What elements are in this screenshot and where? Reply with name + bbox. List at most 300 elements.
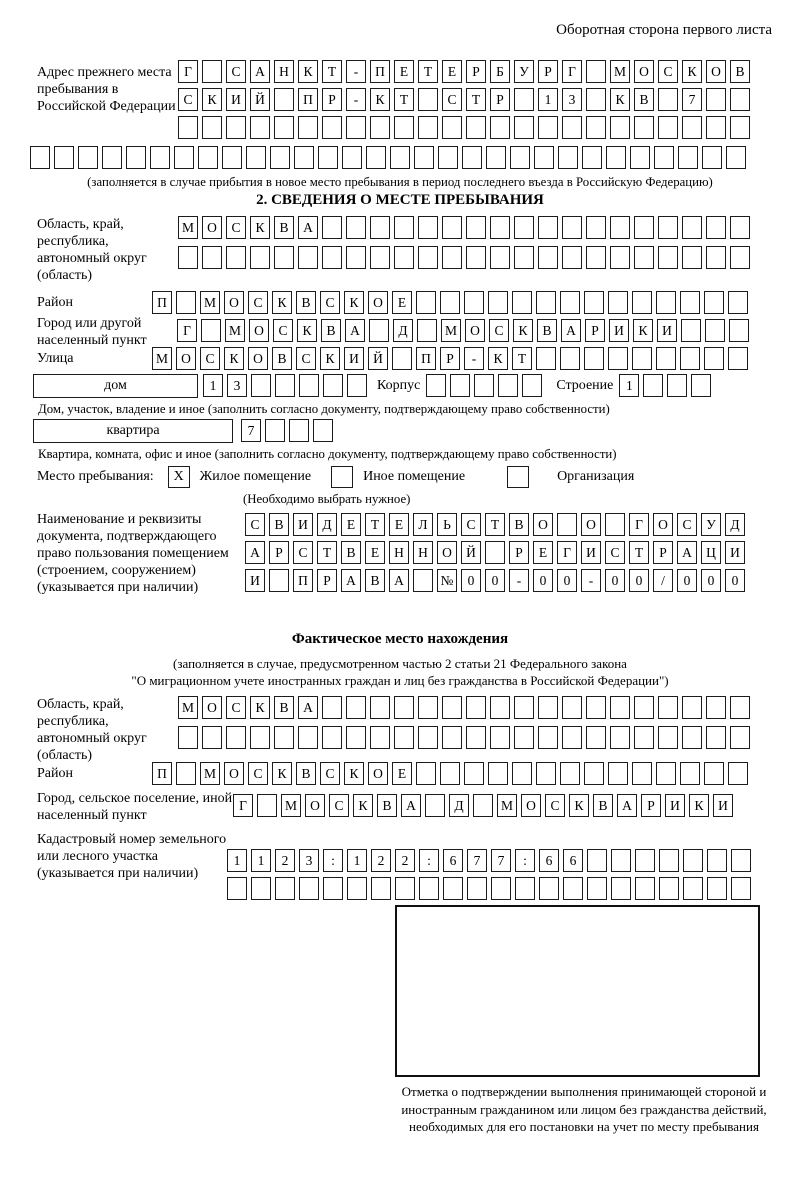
char-cell[interactable]: М — [610, 60, 630, 83]
char-cell[interactable]: 1 — [347, 849, 367, 872]
char-cell[interactable] — [419, 877, 439, 900]
char-cell[interactable] — [538, 726, 558, 749]
char-cell[interactable] — [705, 319, 725, 342]
char-cell[interactable] — [369, 319, 389, 342]
char-cell[interactable]: Р — [490, 88, 510, 111]
char-cell[interactable]: К — [224, 347, 244, 370]
char-cell[interactable] — [222, 146, 242, 169]
char-cell[interactable] — [346, 246, 366, 269]
char-cell[interactable] — [371, 877, 391, 900]
char-cell[interactable]: Н — [389, 541, 409, 564]
char-cell[interactable]: К — [344, 762, 364, 785]
char-cell[interactable] — [706, 116, 726, 139]
char-cell[interactable] — [176, 762, 196, 785]
char-cell[interactable]: С — [489, 319, 509, 342]
char-cell[interactable] — [442, 116, 462, 139]
char-cell[interactable] — [488, 762, 508, 785]
char-cell[interactable] — [514, 216, 534, 239]
char-cell[interactable] — [730, 116, 750, 139]
char-cell[interactable] — [298, 116, 318, 139]
char-cell[interactable] — [587, 877, 607, 900]
char-cell[interactable] — [562, 116, 582, 139]
char-cell[interactable]: П — [298, 88, 318, 111]
char-cell[interactable]: Г — [557, 541, 577, 564]
char-cell[interactable]: 6 — [563, 849, 583, 872]
char-cell[interactable]: С — [248, 291, 268, 314]
char-cell[interactable] — [486, 146, 506, 169]
char-cell[interactable] — [202, 246, 222, 269]
stay-checkbox-other-premises[interactable] — [331, 466, 353, 488]
char-cell[interactable]: С — [320, 762, 340, 785]
char-cell[interactable]: 7 — [241, 419, 261, 442]
char-cell[interactable]: В — [730, 60, 750, 83]
char-cell[interactable]: А — [561, 319, 581, 342]
char-cell[interactable]: И — [665, 794, 685, 817]
char-cell[interactable]: : — [419, 849, 439, 872]
char-cell[interactable]: А — [298, 216, 318, 239]
char-cell[interactable]: Е — [442, 60, 462, 83]
char-cell[interactable] — [318, 146, 338, 169]
char-cell[interactable] — [467, 877, 487, 900]
char-cell[interactable] — [370, 116, 390, 139]
char-cell[interactable] — [323, 374, 343, 397]
char-cell[interactable]: 0 — [677, 569, 697, 592]
char-cell[interactable]: Р — [269, 541, 289, 564]
char-cell[interactable]: К — [344, 291, 364, 314]
char-cell[interactable]: Й — [250, 88, 270, 111]
char-cell[interactable]: М — [497, 794, 517, 817]
char-cell[interactable] — [440, 291, 460, 314]
char-cell[interactable]: 1 — [203, 374, 223, 397]
char-cell[interactable]: С — [226, 216, 246, 239]
char-cell[interactable]: Н — [413, 541, 433, 564]
char-cell[interactable] — [706, 246, 726, 269]
char-cell[interactable]: 2 — [275, 849, 295, 872]
char-cell[interactable]: С — [200, 347, 220, 370]
char-cell[interactable] — [656, 347, 676, 370]
char-cell[interactable] — [562, 216, 582, 239]
char-cell[interactable]: Д — [449, 794, 469, 817]
char-cell[interactable]: В — [321, 319, 341, 342]
char-cell[interactable] — [251, 374, 271, 397]
stay-checkbox-organization[interactable] — [507, 466, 529, 488]
char-cell[interactable]: В — [341, 541, 361, 564]
char-cell[interactable] — [342, 146, 362, 169]
char-cell[interactable] — [322, 696, 342, 719]
char-cell[interactable] — [658, 246, 678, 269]
char-cell[interactable] — [394, 726, 414, 749]
char-cell[interactable] — [678, 146, 698, 169]
char-cell[interactable]: С — [658, 60, 678, 83]
char-cell[interactable]: М — [178, 696, 198, 719]
char-cell[interactable]: А — [341, 569, 361, 592]
char-cell[interactable]: Г — [629, 513, 649, 536]
char-cell[interactable] — [562, 696, 582, 719]
char-cell[interactable]: В — [365, 569, 385, 592]
char-cell[interactable] — [392, 347, 412, 370]
char-cell[interactable] — [683, 849, 703, 872]
char-cell[interactable] — [178, 116, 198, 139]
char-cell[interactable]: 0 — [701, 569, 721, 592]
char-cell[interactable]: Г — [177, 319, 197, 342]
char-cell[interactable]: Д — [317, 513, 337, 536]
char-cell[interactable] — [704, 762, 724, 785]
char-cell[interactable] — [514, 726, 534, 749]
char-cell[interactable] — [536, 762, 556, 785]
char-cell[interactable] — [632, 291, 652, 314]
char-cell[interactable] — [491, 877, 511, 900]
char-cell[interactable]: Р — [440, 347, 460, 370]
char-cell[interactable]: И — [713, 794, 733, 817]
char-cell[interactable] — [522, 374, 542, 397]
char-cell[interactable] — [611, 877, 631, 900]
char-cell[interactable]: 3 — [562, 88, 582, 111]
char-cell[interactable]: Р — [317, 569, 337, 592]
char-cell[interactable] — [682, 246, 702, 269]
char-cell[interactable] — [347, 877, 367, 900]
char-cell[interactable] — [586, 246, 606, 269]
char-cell[interactable] — [729, 319, 749, 342]
char-cell[interactable]: 1 — [251, 849, 271, 872]
char-cell[interactable] — [587, 849, 607, 872]
char-cell[interactable] — [370, 696, 390, 719]
char-cell[interactable] — [390, 146, 410, 169]
char-cell[interactable]: Н — [274, 60, 294, 83]
char-cell[interactable]: Т — [466, 88, 486, 111]
char-cell[interactable]: 0 — [533, 569, 553, 592]
char-cell[interactable]: Е — [394, 60, 414, 83]
char-cell[interactable] — [442, 696, 462, 719]
char-cell[interactable] — [490, 696, 510, 719]
char-cell[interactable] — [346, 726, 366, 749]
char-cell[interactable] — [418, 696, 438, 719]
char-cell[interactable] — [730, 726, 750, 749]
char-cell[interactable] — [560, 291, 580, 314]
char-cell[interactable]: О — [202, 216, 222, 239]
char-cell[interactable] — [201, 319, 221, 342]
char-cell[interactable] — [730, 246, 750, 269]
char-cell[interactable]: : — [515, 849, 535, 872]
char-cell[interactable] — [586, 216, 606, 239]
char-cell[interactable]: В — [509, 513, 529, 536]
char-cell[interactable]: : — [323, 849, 343, 872]
char-cell[interactable] — [706, 88, 726, 111]
char-cell[interactable] — [706, 726, 726, 749]
char-cell[interactable] — [274, 246, 294, 269]
char-cell[interactable]: Г — [562, 60, 582, 83]
char-cell[interactable]: С — [545, 794, 565, 817]
char-cell[interactable] — [418, 216, 438, 239]
char-cell[interactable] — [202, 726, 222, 749]
char-cell[interactable]: К — [202, 88, 222, 111]
char-cell[interactable]: А — [617, 794, 637, 817]
char-cell[interactable] — [425, 794, 445, 817]
char-cell[interactable]: К — [513, 319, 533, 342]
char-cell[interactable] — [584, 291, 604, 314]
char-cell[interactable] — [490, 216, 510, 239]
char-cell[interactable] — [563, 877, 583, 900]
char-cell[interactable]: С — [320, 291, 340, 314]
char-cell[interactable]: В — [274, 696, 294, 719]
char-cell[interactable] — [706, 216, 726, 239]
char-cell[interactable]: Т — [418, 60, 438, 83]
char-cell[interactable] — [176, 291, 196, 314]
confirmation-mark-box[interactable] — [395, 905, 760, 1077]
char-cell[interactable]: Е — [392, 291, 412, 314]
char-cell[interactable]: 0 — [557, 569, 577, 592]
char-cell[interactable] — [562, 726, 582, 749]
char-cell[interactable] — [605, 513, 625, 536]
char-cell[interactable] — [658, 726, 678, 749]
char-cell[interactable] — [299, 374, 319, 397]
char-cell[interactable] — [178, 726, 198, 749]
char-cell[interactable]: Ц — [701, 541, 721, 564]
char-cell[interactable]: К — [682, 60, 702, 83]
char-cell[interactable] — [534, 146, 554, 169]
char-cell[interactable] — [654, 146, 674, 169]
char-cell[interactable] — [370, 726, 390, 749]
char-cell[interactable] — [474, 374, 494, 397]
char-cell[interactable] — [30, 146, 50, 169]
char-cell[interactable]: В — [634, 88, 654, 111]
char-cell[interactable] — [608, 291, 628, 314]
char-cell[interactable]: О — [465, 319, 485, 342]
char-cell[interactable]: Й — [461, 541, 481, 564]
char-cell[interactable] — [322, 116, 342, 139]
char-cell[interactable] — [346, 216, 366, 239]
char-cell[interactable] — [538, 216, 558, 239]
char-cell[interactable] — [418, 246, 438, 269]
char-cell[interactable] — [586, 60, 606, 83]
char-cell[interactable]: Т — [322, 60, 342, 83]
char-cell[interactable] — [226, 246, 246, 269]
char-cell[interactable]: 3 — [299, 849, 319, 872]
char-cell[interactable]: Е — [533, 541, 553, 564]
char-cell[interactable] — [680, 347, 700, 370]
char-cell[interactable]: О — [305, 794, 325, 817]
char-cell[interactable] — [274, 116, 294, 139]
char-cell[interactable]: Е — [389, 513, 409, 536]
char-cell[interactable] — [680, 762, 700, 785]
char-cell[interactable] — [464, 291, 484, 314]
char-cell[interactable] — [730, 88, 750, 111]
char-cell[interactable] — [178, 246, 198, 269]
char-cell[interactable] — [658, 88, 678, 111]
char-cell[interactable] — [490, 246, 510, 269]
char-cell[interactable] — [728, 762, 748, 785]
char-cell[interactable] — [659, 849, 679, 872]
char-cell[interactable]: К — [250, 216, 270, 239]
char-cell[interactable]: А — [245, 541, 265, 564]
char-cell[interactable] — [610, 116, 630, 139]
char-cell[interactable]: И — [609, 319, 629, 342]
char-cell[interactable]: В — [272, 347, 292, 370]
char-cell[interactable] — [656, 762, 676, 785]
char-cell[interactable]: И — [657, 319, 677, 342]
char-cell[interactable]: С — [605, 541, 625, 564]
char-cell[interactable] — [658, 116, 678, 139]
char-cell[interactable]: 7 — [491, 849, 511, 872]
char-cell[interactable] — [643, 374, 663, 397]
char-cell[interactable] — [586, 696, 606, 719]
char-cell[interactable]: Р — [509, 541, 529, 564]
char-cell[interactable]: К — [272, 762, 292, 785]
char-cell[interactable]: О — [249, 319, 269, 342]
char-cell[interactable] — [630, 146, 650, 169]
char-cell[interactable]: П — [293, 569, 313, 592]
char-cell[interactable]: М — [225, 319, 245, 342]
char-cell[interactable]: М — [152, 347, 172, 370]
char-cell[interactable]: А — [677, 541, 697, 564]
char-cell[interactable]: О — [437, 541, 457, 564]
char-cell[interactable] — [298, 726, 318, 749]
char-cell[interactable]: А — [401, 794, 421, 817]
char-cell[interactable] — [730, 696, 750, 719]
char-cell[interactable]: С — [273, 319, 293, 342]
char-cell[interactable]: М — [200, 762, 220, 785]
char-cell[interactable]: В — [296, 291, 316, 314]
char-cell[interactable]: К — [569, 794, 589, 817]
char-cell[interactable] — [610, 216, 630, 239]
char-cell[interactable] — [536, 291, 556, 314]
char-cell[interactable] — [726, 146, 746, 169]
char-cell[interactable]: 0 — [605, 569, 625, 592]
char-cell[interactable] — [586, 116, 606, 139]
char-cell[interactable]: / — [653, 569, 673, 592]
char-cell[interactable]: И — [344, 347, 364, 370]
char-cell[interactable] — [611, 849, 631, 872]
char-cell[interactable] — [250, 726, 270, 749]
char-cell[interactable]: В — [377, 794, 397, 817]
char-cell[interactable]: У — [514, 60, 534, 83]
char-cell[interactable]: С — [329, 794, 349, 817]
char-cell[interactable]: И — [245, 569, 265, 592]
char-cell[interactable] — [608, 762, 628, 785]
char-cell[interactable]: Е — [365, 541, 385, 564]
char-cell[interactable] — [394, 696, 414, 719]
char-cell[interactable]: Е — [341, 513, 361, 536]
char-cell[interactable] — [514, 88, 534, 111]
char-cell[interactable] — [413, 569, 433, 592]
char-cell[interactable] — [707, 877, 727, 900]
char-cell[interactable] — [370, 246, 390, 269]
char-cell[interactable] — [442, 726, 462, 749]
char-cell[interactable] — [202, 116, 222, 139]
char-cell[interactable] — [606, 146, 626, 169]
char-cell[interactable] — [257, 794, 277, 817]
char-cell[interactable] — [322, 216, 342, 239]
char-cell[interactable]: О — [202, 696, 222, 719]
char-cell[interactable] — [466, 696, 486, 719]
char-cell[interactable]: Г — [178, 60, 198, 83]
char-cell[interactable]: Т — [317, 541, 337, 564]
char-cell[interactable] — [706, 696, 726, 719]
char-cell[interactable]: Д — [725, 513, 745, 536]
char-cell[interactable]: К — [633, 319, 653, 342]
char-cell[interactable] — [584, 347, 604, 370]
char-cell[interactable] — [464, 762, 484, 785]
char-cell[interactable] — [539, 877, 559, 900]
char-cell[interactable]: П — [152, 291, 172, 314]
char-cell[interactable] — [634, 246, 654, 269]
char-cell[interactable]: К — [370, 88, 390, 111]
char-cell[interactable]: 6 — [443, 849, 463, 872]
char-cell[interactable] — [536, 347, 556, 370]
char-cell[interactable] — [126, 146, 146, 169]
char-cell[interactable]: Р — [641, 794, 661, 817]
char-cell[interactable]: 0 — [725, 569, 745, 592]
char-cell[interactable]: О — [224, 291, 244, 314]
char-cell[interactable]: Е — [392, 762, 412, 785]
char-cell[interactable]: Р — [322, 88, 342, 111]
char-cell[interactable]: К — [353, 794, 373, 817]
char-cell[interactable]: 1 — [227, 849, 247, 872]
char-cell[interactable] — [515, 877, 535, 900]
char-cell[interactable]: 2 — [371, 849, 391, 872]
char-cell[interactable] — [584, 762, 604, 785]
char-cell[interactable]: Д — [393, 319, 413, 342]
char-cell[interactable]: В — [274, 216, 294, 239]
char-cell[interactable]: М — [178, 216, 198, 239]
char-cell[interactable] — [289, 419, 309, 442]
char-cell[interactable] — [634, 116, 654, 139]
char-cell[interactable]: 0 — [485, 569, 505, 592]
char-cell[interactable] — [442, 216, 462, 239]
char-cell[interactable]: С — [178, 88, 198, 111]
char-cell[interactable]: К — [298, 60, 318, 83]
char-cell[interactable] — [490, 726, 510, 749]
char-cell[interactable] — [704, 347, 724, 370]
char-cell[interactable] — [198, 146, 218, 169]
char-cell[interactable] — [498, 374, 518, 397]
char-cell[interactable] — [634, 696, 654, 719]
char-cell[interactable] — [366, 146, 386, 169]
char-cell[interactable] — [251, 877, 271, 900]
char-cell[interactable] — [347, 374, 367, 397]
char-cell[interactable]: М — [200, 291, 220, 314]
char-cell[interactable] — [370, 216, 390, 239]
char-cell[interactable] — [265, 419, 285, 442]
char-cell[interactable]: В — [269, 513, 289, 536]
char-cell[interactable]: С — [226, 60, 246, 83]
char-cell[interactable]: А — [345, 319, 365, 342]
char-cell[interactable]: 7 — [682, 88, 702, 111]
char-cell[interactable]: О — [368, 291, 388, 314]
char-cell[interactable] — [442, 246, 462, 269]
char-cell[interactable] — [510, 146, 530, 169]
char-cell[interactable]: С — [293, 541, 313, 564]
char-cell[interactable]: О — [634, 60, 654, 83]
char-cell[interactable] — [680, 291, 700, 314]
char-cell[interactable]: Й — [368, 347, 388, 370]
char-cell[interactable] — [414, 146, 434, 169]
char-cell[interactable] — [512, 291, 532, 314]
char-cell[interactable] — [632, 347, 652, 370]
char-cell[interactable]: Т — [394, 88, 414, 111]
char-cell[interactable] — [269, 569, 289, 592]
char-cell[interactable] — [731, 877, 751, 900]
char-cell[interactable]: У — [701, 513, 721, 536]
char-cell[interactable]: П — [370, 60, 390, 83]
char-cell[interactable] — [462, 146, 482, 169]
char-cell[interactable] — [582, 146, 602, 169]
char-cell[interactable] — [610, 246, 630, 269]
char-cell[interactable] — [558, 146, 578, 169]
char-cell[interactable] — [418, 116, 438, 139]
char-cell[interactable] — [250, 116, 270, 139]
char-cell[interactable] — [538, 696, 558, 719]
char-cell[interactable]: К — [297, 319, 317, 342]
